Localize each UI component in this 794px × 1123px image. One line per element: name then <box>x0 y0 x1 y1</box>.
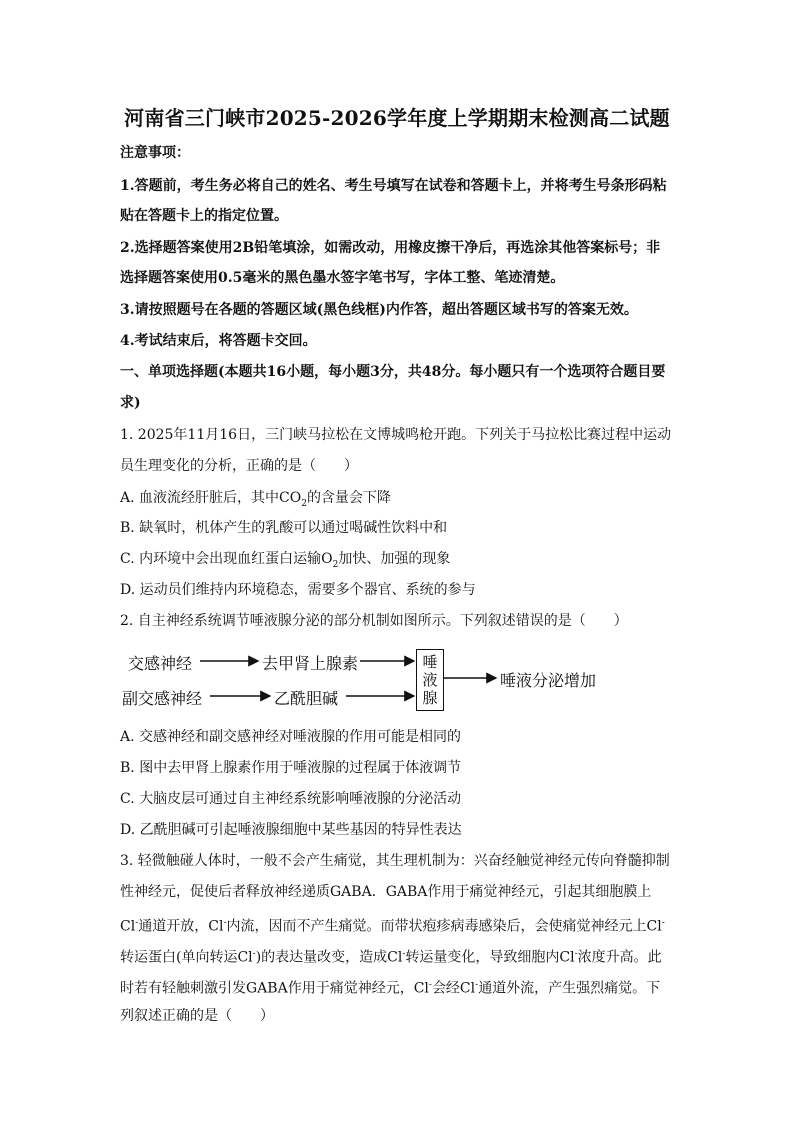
label-acetylcholine: 乙酰胆碱 <box>274 689 339 708</box>
label-saliva-increase: 唾液分泌增加 <box>500 671 597 690</box>
q3-stem-cont: 性神经元，促使后者释放神经递质GABA．GABA作用于痛觉神经元，引起其细胞膜上 <box>120 884 652 900</box>
q3-stem-cont: Cl-通道开放，Cl-内流，因而不产生痛觉。而带状疱疹病毒感染后，会使痛觉神经元上Cl- <box>120 918 665 935</box>
q3-stem-cont: 列叙述正确的是（ ） <box>120 1008 274 1024</box>
label-parasympathetic-nerve: 副交感神经 <box>122 689 203 708</box>
q2-option-b: B. 图中去甲肾上腺素作用于唾液腺的过程属于体液调节 <box>120 760 462 776</box>
q1-stem-cont: 员生理变化的分析，正确的是（ ） <box>120 458 358 474</box>
label-norepinephrine: 去甲肾上腺素 <box>262 654 359 673</box>
q2-option-d: D. 乙酰胆碱可引起唾液腺细胞中某些基因的特异性表达 <box>120 822 462 838</box>
nervous-regulation-diagram <box>120 645 640 715</box>
q2-stem: 2. 自主神经系统调节唾液腺分泌的部分机制如图所示。下列叙述错误的是（ ） <box>120 613 628 629</box>
gland-char: 唾 <box>422 653 438 671</box>
label-sympathetic-nerve: 交感神经 <box>128 654 193 673</box>
notice-line: 选择题答案使用0.5毫米的黑色墨水签字笔书写，字体工整、笔迹清楚。 <box>120 270 565 286</box>
q3-stem-cont: 时若有轻触刺激引发GABA作用于痛觉神经元，Cl-会经Cl-通道外流，产生强烈痛觉。下 <box>120 980 661 997</box>
gland-char: 腺 <box>422 689 438 707</box>
q1-option-c: C. 内环境中会出现血红蛋白运输$O_2$加快、加强的现象 <box>120 551 451 570</box>
q2-option-a: A. 交感神经和副交感神经对唾液腺的作用可能是相同的 <box>120 729 462 745</box>
q1-option-b: B. 缺氧时，机体产生的乳酸可以通过喝碱性饮料中和 <box>120 520 448 536</box>
notice-line: 2.选择题答案使用2B铅笔填涂，如需改动，用橡皮擦干净后，再选涂其他答案标号；非 <box>120 240 661 256</box>
q1-option-d: D. 运动员们维持内环境稳态，需要多个器官、系统的参与 <box>120 582 476 598</box>
notice-line: 1.答题前，考生务必将自己的姓名、考生号填写在试卷和答题卡上，并将考生号条形码粘 <box>120 178 667 194</box>
salivary-gland-box <box>416 649 444 711</box>
notice-heading: 注意事项： <box>120 145 190 161</box>
notice-line: 3.请按照题号在各题的答题区域(黑色线框)内作答，超出答题区域书写的答案无效。 <box>120 302 638 318</box>
notice-line: 4.考试结束后，将答题卡交回。 <box>120 333 317 349</box>
q2-option-c: C. 大脑皮层可通过自主神经系统影响唾液腺的分泌活动 <box>120 791 462 807</box>
gland-char: 液 <box>422 671 438 689</box>
q1-option-a: A. 血液流经肝脏后，其中$CO_2$的含量会下降 <box>120 490 391 509</box>
q3-stem-cont: 转运蛋白(单向转运Cl-)的表达量改变，造成Cl-转运量变化，导致细胞内Cl-浓度升高。此 <box>120 949 662 966</box>
notice-line: 贴在答题卡上的指定位置。 <box>120 208 288 224</box>
page-title: 河南省三门峡市2025-2026学年度上学期期末检测高二试题 <box>124 106 670 130</box>
section-heading-cont: 求) <box>120 395 141 411</box>
q3-stem: 3. 轻微触碰人体时，一般不会产生痛觉，其生理机制为：兴奋经触觉神经元传向脊髓抑制 <box>120 853 670 869</box>
section-heading: 一、单项选择题(本题共16小题，每小题3分，共48分。每小题只有一个选项符合题目要 <box>120 364 666 380</box>
q1-stem: 1. 2025年11月16日，三门峡马拉松在文博城鸣枪开跑。下列关于马拉松比赛过程中运动 <box>120 427 672 443</box>
